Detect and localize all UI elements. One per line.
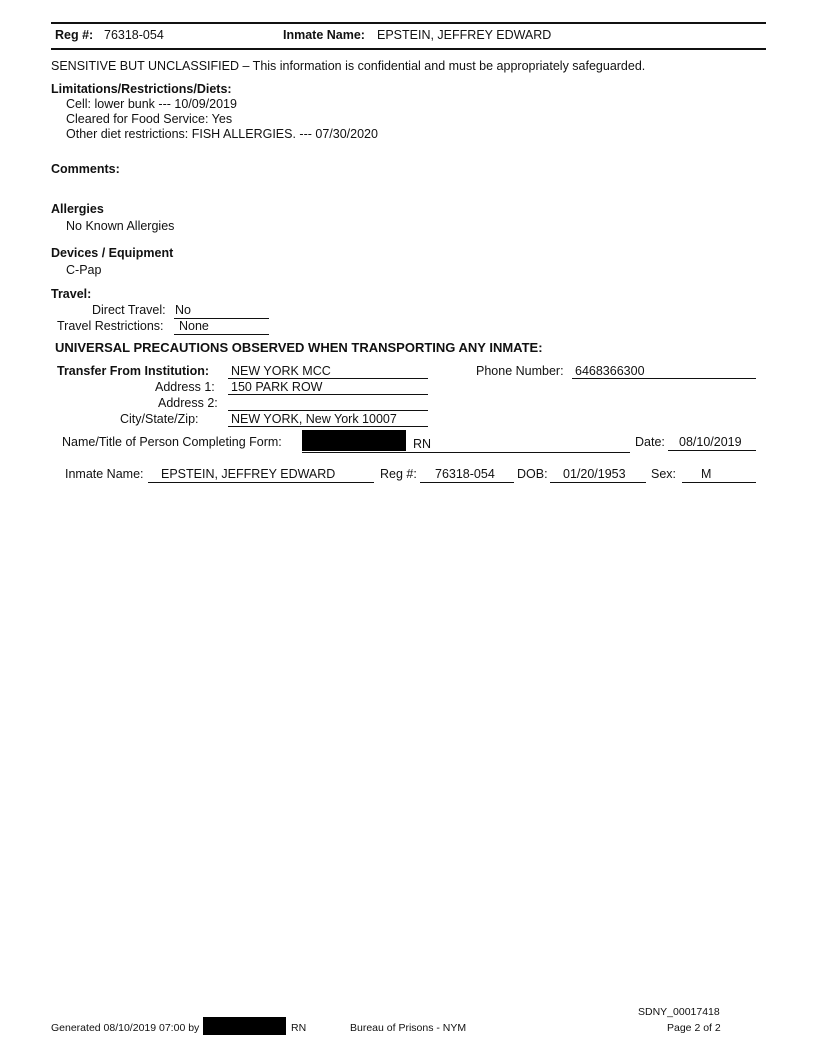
date-label: Date: bbox=[635, 435, 665, 449]
limitation-food-service: Cleared for Food Service: Yes bbox=[66, 112, 233, 126]
address2-underline bbox=[228, 410, 428, 411]
redacted-name-box bbox=[302, 430, 406, 451]
header-top-rule bbox=[51, 22, 766, 24]
devices-title: Devices / Equipment bbox=[51, 246, 174, 260]
sex-label: Sex: bbox=[651, 467, 677, 481]
phone-underline bbox=[572, 378, 756, 379]
direct-travel-label: Direct Travel: bbox=[92, 303, 166, 317]
dob-underline bbox=[550, 482, 646, 483]
travel-restrictions-label: Travel Restrictions: bbox=[57, 319, 164, 333]
phone-value: 6468366300 bbox=[575, 364, 645, 378]
dob-label: DOB: bbox=[517, 467, 548, 481]
city-label: City/State/Zip: bbox=[120, 412, 199, 426]
completing-form-underline bbox=[302, 452, 630, 453]
city-value: NEW YORK, New York 10007 bbox=[231, 412, 397, 426]
inmate-name-label: Inmate Name: bbox=[65, 467, 144, 481]
completing-form-title: RN bbox=[413, 437, 432, 451]
completing-form-label: Name/Title of Person Completing Form: bbox=[62, 435, 282, 449]
header-reg-value: 76318-054 bbox=[104, 28, 164, 42]
travel-restrictions-value: None bbox=[179, 319, 209, 333]
bates-number: SDNY_00017418 bbox=[638, 1006, 720, 1018]
inmate-reg-value: 76318-054 bbox=[435, 467, 495, 481]
footer-bureau: Bureau of Prisons - NYM bbox=[350, 1022, 467, 1034]
address1-value: 150 PARK ROW bbox=[231, 380, 323, 394]
sensitivity-notice: SENSITIVE BUT UNCLASSIFIED – This information is confidential and must be appropriately safeguarded. bbox=[51, 59, 646, 73]
inmate-name-underline bbox=[148, 482, 374, 483]
inmate-reg-label: Reg #: bbox=[380, 467, 417, 481]
transfer-institution-label: Transfer From Institution: bbox=[57, 364, 210, 378]
sex-value: M bbox=[701, 467, 712, 481]
footer-generated: Generated 08/10/2019 07:00 by bbox=[51, 1022, 200, 1034]
address2-label: Address 2: bbox=[158, 396, 218, 410]
header-reg-label: Reg #: bbox=[55, 28, 94, 42]
address1-underline bbox=[228, 394, 428, 395]
address1-label: Address 1: bbox=[155, 380, 215, 394]
footer-generated-suffix: RN bbox=[291, 1022, 307, 1034]
inmate-name-value: EPSTEIN, JEFFREY EDWARD bbox=[161, 467, 336, 481]
date-underline bbox=[668, 450, 756, 451]
footer-page: Page 2 of 2 bbox=[667, 1022, 721, 1034]
header-name-value: EPSTEIN, JEFFREY EDWARD bbox=[377, 28, 552, 42]
devices-value: C-Pap bbox=[66, 263, 102, 277]
limitation-cell: Cell: lower bunk --- 10/09/2019 bbox=[66, 97, 237, 111]
travel-title: Travel: bbox=[51, 287, 92, 301]
inmate-reg-underline bbox=[420, 482, 514, 483]
limitations-title: Limitations/Restrictions/Diets: bbox=[51, 82, 232, 96]
transfer-institution-underline bbox=[228, 378, 428, 379]
limitation-diet: Other diet restrictions: FISH ALLERGIES. --- 07/30/2020 bbox=[66, 127, 378, 141]
allergies-value: No Known Allergies bbox=[66, 219, 175, 233]
allergies-title: Allergies bbox=[51, 202, 104, 216]
transfer-institution-value: NEW YORK MCC bbox=[231, 364, 331, 378]
city-underline bbox=[228, 426, 428, 427]
header-bottom-rule bbox=[51, 48, 766, 50]
footer-redacted-box bbox=[203, 1017, 286, 1035]
sex-underline bbox=[682, 482, 756, 483]
dob-value: 01/20/1953 bbox=[563, 467, 626, 481]
travel-restrictions-underline bbox=[174, 334, 269, 335]
header-name-label: Inmate Name: bbox=[283, 28, 365, 42]
precautions-heading: UNIVERSAL PRECAUTIONS OBSERVED WHEN TRANSPORTING ANY INMATE: bbox=[55, 340, 543, 355]
comments-title: Comments: bbox=[51, 162, 120, 176]
phone-label: Phone Number: bbox=[476, 364, 564, 378]
date-value: 08/10/2019 bbox=[679, 435, 742, 449]
direct-travel-value: No bbox=[175, 303, 191, 317]
